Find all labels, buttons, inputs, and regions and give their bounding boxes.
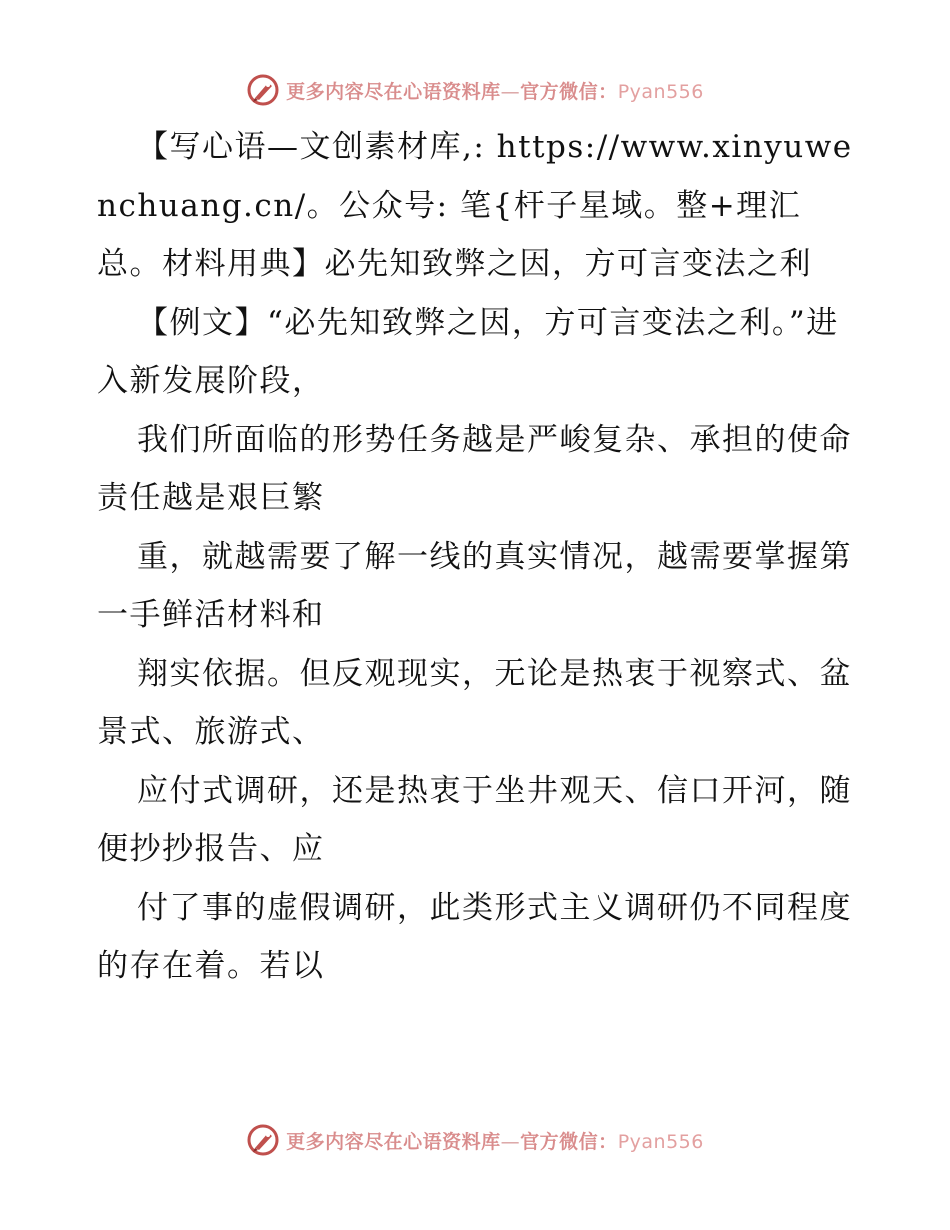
paragraph-7: 付了事的虚假调研，此类形式主义调研仍不同程度的存在着。若以 (97, 889, 852, 984)
banner-wechat-handle: Pyan556 (617, 80, 704, 103)
banner-official-label: 官方微信： (520, 80, 618, 103)
banner-dash: — (500, 80, 521, 103)
paragraph-5: 翔实依据。但反观现实，无论是热衷于视察式、盆景式、旅游式、 (97, 655, 852, 750)
quill-pen-logo-icon (246, 1123, 280, 1157)
paragraph-2: 【例文】“必先知致弊之因，方可言变法之利。”进入新发展阶段， (97, 304, 839, 399)
paragraph-1: 【写心语—文创素材库,: https://www.xinyuwenchuang.cn/。公众号: 笔{杆子星域。整+理汇总。材料用典】必先知致弊之因，方可言变法之利 (97, 129, 853, 282)
banner-text (286, 77, 704, 104)
banner-text (286, 1127, 704, 1154)
paragraph-6: 应付式调研，还是热衷于坐井观天、信口开河，随便抄抄报告、应 (97, 772, 852, 867)
paragraph-4: 重，就越需要了解一线的真实情况，越需要掌握第一手鲜活材料和 (97, 538, 852, 633)
footer-banner (0, 1120, 950, 1160)
document-body (97, 118, 857, 996)
banner-dash: — (500, 1130, 521, 1153)
paragraph-3: 我们所面临的形势任务越是严峻复杂、承担的使命责任越是艰巨繁 (97, 421, 852, 516)
quill-pen-logo-icon (246, 73, 280, 107)
banner-wechat-handle: Pyan556 (617, 1130, 704, 1153)
banner-main-text: 更多内容尽在心语资料库 (286, 1130, 501, 1153)
banner-main-text: 更多内容尽在心语资料库 (286, 80, 501, 103)
header-banner (0, 70, 950, 110)
banner-official-label: 官方微信： (520, 1130, 618, 1153)
